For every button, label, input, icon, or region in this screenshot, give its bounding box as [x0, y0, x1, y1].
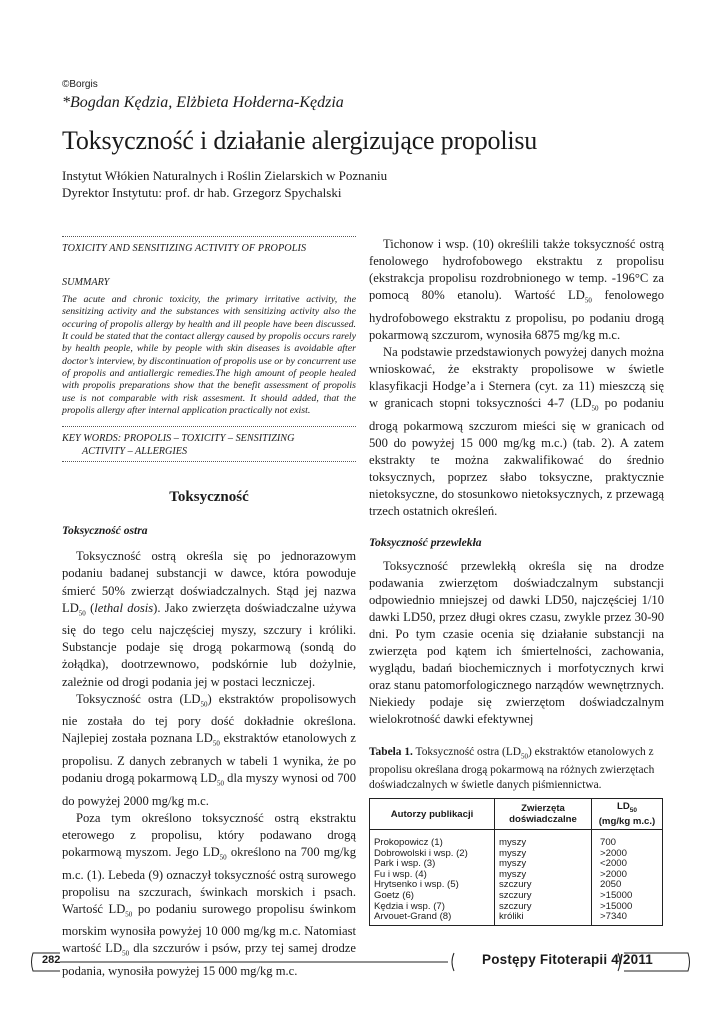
- summary-text: The acute and chronic toxicity, the primary irritative activity, the sensitizing activity and the substances with sensitizing activity also the occuring of propolis allergy by health and ill people have been discussed. It could be stated that the contact allergy caused by propolis occurs rarely by health people, while by people with skin diseases is avoidable after doctor’s interview, by discontinuation of propolis use or by concurrent use of propolis and antiallergic remedies.The high amount of people healed with propolis preparations show that the benefit assessment of propolis use is not comparable with risk assesment. It should added, that the propolis allergy after internal application practically not exist.: [62, 294, 356, 416]
- keywords: [62, 433, 356, 458]
- right-column: [369, 236, 664, 729]
- table-cell-animal: szczury: [499, 889, 532, 901]
- table-cell-author: Arvouet-Grand (8): [374, 911, 452, 923]
- paragraph-tichonow: Tichonow i wsp. (10) określili także toksyczność ostrą fenolowego hydrofobowego ekstraktu z propolisu (ekstrakcja propolisu rozdrobnionego w temp. -196°C za pomocą 80% etanolu). Wartość $LD_{50}$ fenolowego hydrofobowego ekstraktu z propolisu, po podaniu drogą pokarmową szczurom, wynosiła 6875 mg/kg m.c.: [369, 237, 664, 342]
- table-cell-ld50: >2000: [600, 847, 627, 859]
- table-cell-animal: myszy: [499, 837, 527, 848]
- table-cell-author: Fu i wsp. (4): [374, 868, 427, 880]
- animals-cell: [495, 830, 592, 926]
- ld50-table: [369, 798, 663, 926]
- table-cell-animal: króliki: [499, 911, 524, 923]
- page-footer: [30, 950, 692, 974]
- subhead-chronic-toxicity: Toksyczność przewlekła: [369, 535, 482, 549]
- abstract-bottom-rule: [62, 461, 356, 462]
- table-caption: Tabela 1. Toksyczność ostra $(LD_{50})$ ekstraktów etanolowych z propolisu określana drogą pokarmową na różnych zwierzętach doświadczalnych w świetle danych piśmiennictwa.: [369, 746, 655, 791]
- table-body-row: [370, 830, 663, 926]
- table-cell-animal: myszy: [499, 868, 527, 880]
- institute-block: [62, 167, 387, 201]
- institute-name: Instytut Włókien Naturalnych i Roślin Zielarskich w Poznaniu: [62, 168, 388, 183]
- english-title: TOXICITY AND SENSITIZING ACTIVITY OF PROPOLIS: [62, 243, 307, 254]
- keywords-line-1: KEY WORDS: PROPOLIS – TOXICITY – SENSITIZING: [62, 433, 295, 445]
- footer-bracket-open: [452, 953, 454, 971]
- abstract-mid-rule: [62, 426, 356, 427]
- column-header-authors: Autorzy publikacji: [370, 799, 495, 830]
- table-cell-animal: szczury: [499, 900, 532, 912]
- section-title: Toksyczność: [169, 489, 249, 506]
- institute-director: Dyrektor Instytutu: prof. dr hab. Grzegorz Spychalski: [62, 185, 342, 200]
- table-cell-ld50: >15000: [600, 900, 633, 912]
- subhead-acute-toxicity: Toksyczność ostra: [62, 524, 148, 538]
- table-cell-author: Dobrowolski i wsp. (2): [374, 847, 468, 859]
- column-header-animals: Zwierzęta doświadczalne: [495, 799, 592, 830]
- paragraph-acute-2: Toksyczność ostra $(LD_{50})$ ekstraktów propolisowych nie została do tej pory dość dokładnie określona. Najlepiej została poznana $LD_{50}$ ekstraktów etanolowych z propolisu. Z danych zebranych w tabeli 1 wynika, że po podaniu drogą pokarmową $LD_{50}$ dla myszy wynosi od 700 do powyżej 2000 mg/kg m.c.: [62, 691, 357, 808]
- page-number: 282: [42, 954, 61, 966]
- table-caption-label: Tabela 1.: [369, 746, 413, 758]
- table-cell-author: Kędzia i wsp. (7): [374, 900, 445, 912]
- paragraph-acute-3: Poza tym określono toksyczność ostrą ekstraktu eterowego z propolisu, który podawano drogą pokarmową myszom. Jego $LD_{50}$ określono na 700 mg/kg m.c. (1). Lebeda (9) oznaczył toksyczność ostrą surowego propolisu na szczurach, świnkach morskich i psach. Wartość $LD_{50}$ po podaniu surowego propolisu świnkom morskim wynosiła powyżej 10 000 mg/kg m.c. Natomiast wartość $LD_{50}$ dla szczurów i psów, przy tej samej drodze podania, wynosiła powyżej 15 000 mg/kg m.c.: [62, 810, 356, 979]
- paragraph-classification: Na podstawie przedstawionych powyżej danych można wnioskować, że ekstrakty propolisowe w świetle klasyfikacji Hodge’a i Sternera (cyt. za 11) mieszczą się w granicach stopni toksyczności 4-7 ($LD_{50}$ po podaniu drogą pokarmową szczurom mieści się w granicach od 500 do powyżej 15 000 mg/kg m.c.) (tab. 2). A zatem ekstrakty te można zakwalifikować do średnio toksycznych, poprzez słabo toksyczne, praktycznie nietoksyczne, do stosunkowo nietoksycznych, z przewagą trzech ostatnich określeń.: [369, 345, 664, 519]
- ld50-cell: [592, 830, 663, 926]
- journal-name: Postępy Fitoterapii 4/2011: [482, 952, 654, 967]
- table-cell-ld50: <2000: [600, 858, 627, 870]
- table-cell-ld50: >2000: [600, 868, 627, 880]
- table-cell-author: Goetz (6): [374, 889, 414, 901]
- article-title: Toksyczność i działanie alergizujące propolisu: [62, 126, 538, 155]
- table-cell-animal: szczury: [499, 879, 532, 891]
- table-cell-author: Hrytsenko i wsp. (5): [374, 879, 459, 891]
- left-column: [62, 236, 356, 980]
- table-cell-ld50: 2050: [600, 879, 622, 891]
- column-header-ld50: $LD_{50}$ (mg/kg m.c.): [592, 799, 663, 830]
- copyright-label: ©Borgis: [62, 79, 98, 90]
- table-cell-ld50: >15000: [600, 889, 633, 901]
- table-cell-author: Prokopowicz (1): [374, 837, 443, 848]
- paragraph-chronic: Toksyczność przewlekłą określa się na drodze podawania zwierzętom doświadczalnym substancji odpowiednio mniejszej od dawki LD50, najczęściej 1/10 dawki LD50, przez długi okres czasu, zwykle przez 30-90 dni. Po tym czasie ocenia się działanie substancji na zwierzęta pod kątem ich śmiertelności, zachowania, wyglądu, badań biochemicznych i morfotycznych krwi oraz stanu patomorfologicznego narządów wewnętrznych. Niekiedy podaje się zwierzętom doświadczalnym wielokrotność dawki efektywnej: [369, 558, 664, 727]
- table-header-row: [370, 799, 663, 830]
- paragraph-acute-1: Toksyczność ostrą określa się po jednorazowym podaniu badanej substancji w dawce, która powoduje śmierć 50% zwierząt doświadczalnych. Stąd jej nazwa $LD_{50}$ (lethal dosis). Jako zwierzęta doświadczalne używa się do tego celu najczęściej myszy, szczury i króliki. Substancje podaje się drogą pokarmową (sondą do żołądka), dootrzewnowo, podskórnie lub dożylnie, zależnie od drogi podania jej w postaci leczniczej.: [62, 549, 356, 689]
- table-cell-animal: myszy: [499, 858, 527, 870]
- table-cell-ld50: >7340: [600, 911, 627, 923]
- summary-label: SUMMARY: [62, 277, 110, 289]
- table-cell-author: Park i wsp. (3): [374, 858, 436, 870]
- table-cell-ld50: 700: [600, 837, 617, 848]
- abstract-top-rule: [62, 236, 356, 237]
- authors-cell: [370, 830, 495, 926]
- authors: *Bogdan Kędzia, Elżbieta Hołderna-Kędzia: [62, 94, 344, 111]
- keywords-line-2: ACTIVITY – ALLERGIES: [82, 445, 188, 457]
- table-cell-animal: myszy: [499, 847, 527, 859]
